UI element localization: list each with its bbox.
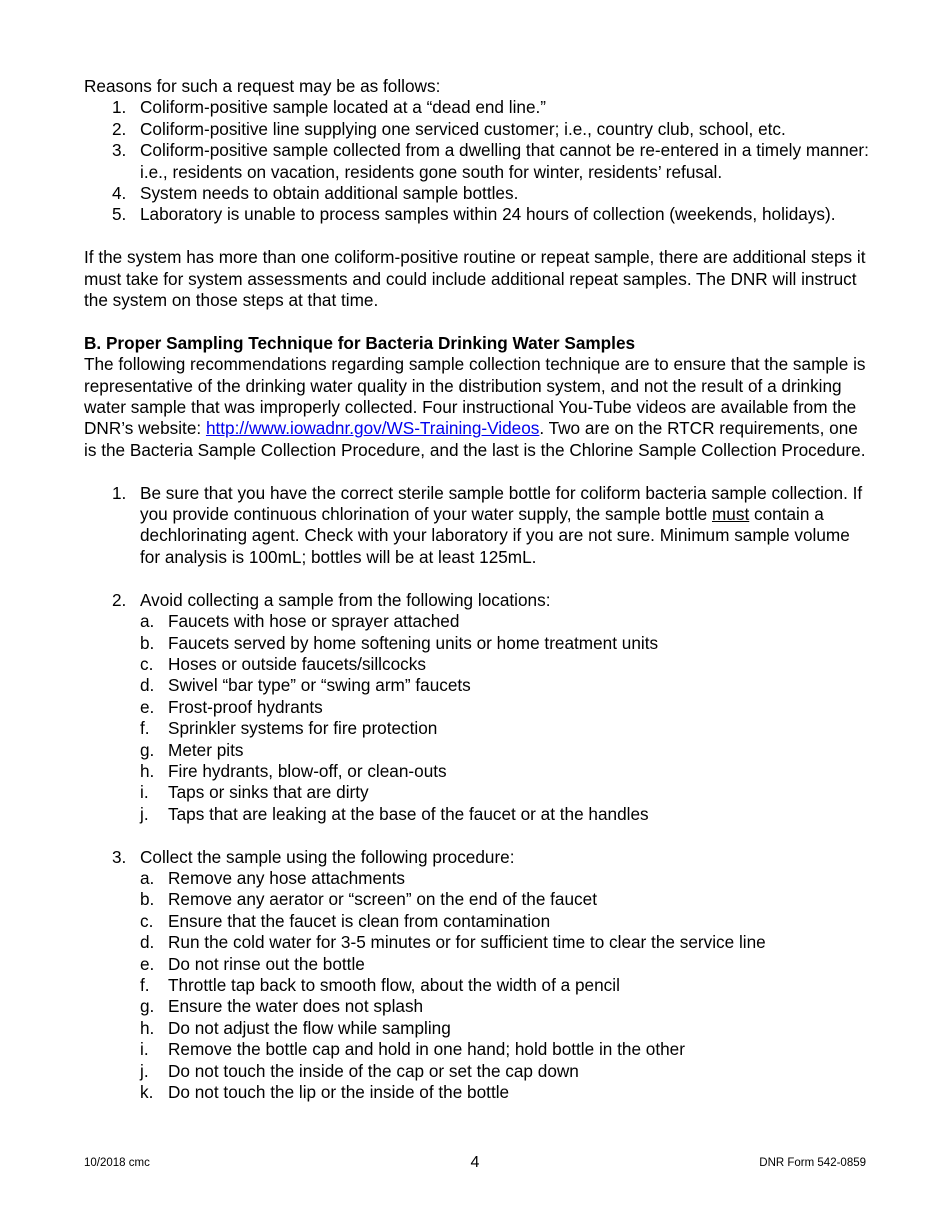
sub-item-text: Ensure the water does not splash: [168, 996, 424, 1017]
sub-item: [140, 654, 874, 675]
emphasis-text: must: [711, 504, 750, 525]
sub-item-text: Do not adjust the flow while sampling: [168, 1017, 451, 1038]
spacer: [84, 461, 874, 482]
spacer: [84, 311, 874, 332]
sub-item-text: Remove any hose attachments: [168, 867, 405, 888]
step-text: contain a dechlorinating agent. Check with your laboratory if you are not sure. Minimum sample volume for analysis is 100mL; bottles will be at least 125mL.: [140, 504, 850, 567]
form-number: DNR Form 542-0859: [759, 1157, 866, 1169]
sub-item-text: Throttle tap back to smooth flow, about the width of a pencil: [168, 974, 620, 995]
sub-item-letter: i.: [140, 1039, 149, 1060]
list-item-text: Laboratory is unable to process samples within 24 hours of collection (weekends, holidays).: [140, 204, 836, 225]
sub-item-text: Ensure that the faucet is clean from contamination: [168, 910, 551, 931]
sub-item-letter: b.: [140, 632, 155, 653]
sub-item: [140, 1061, 874, 1082]
sub-item-text: Swivel “bar type” or “swing arm” faucets: [168, 675, 471, 696]
sub-item-text: Do not touch the inside of the cap or set the cap down: [168, 1060, 579, 1081]
step-item: [84, 590, 874, 847]
document-page: [84, 76, 874, 1103]
step-item: [84, 483, 874, 590]
sub-item-letter: i.: [140, 782, 149, 803]
step-text: Collect the sample using the following procedure:: [140, 846, 515, 867]
sub-item: [140, 633, 874, 654]
paragraph-text: . Two are on the RTCR requirements, one is the Bacteria Sample Collection Procedure, and the last is the Chlorine Sample Collection Procedure.: [84, 418, 866, 460]
step-number: 3.: [112, 846, 127, 867]
list-item-text: Coliform-positive sample located at a “dead end line.”: [140, 97, 547, 118]
sub-item-text: Remove any aerator or “screen” on the end of the faucet: [168, 889, 597, 910]
sub-item-letter: g.: [140, 996, 155, 1017]
list-item: [84, 119, 874, 140]
sub-item: [140, 611, 874, 632]
sub-item-text: Meter pits: [168, 739, 244, 760]
procedure-list: [140, 868, 874, 1103]
training-videos-link[interactable]: http://www.iowadnr.gov/WS-Training-Videos: [205, 418, 540, 439]
step-item: [84, 847, 874, 1104]
list-item-text: System needs to obtain additional sample bottles.: [140, 183, 519, 204]
sub-item: [140, 1039, 874, 1060]
sub-item: [140, 954, 874, 975]
sub-item-text: Faucets with hose or sprayer attached: [168, 611, 460, 632]
sub-item-letter: j.: [140, 803, 149, 824]
sub-item-letter: a.: [140, 611, 155, 632]
sub-item: [140, 782, 874, 803]
list-number: 1.: [112, 97, 127, 118]
sub-item-letter: b.: [140, 889, 155, 910]
list-item: [84, 97, 874, 118]
sub-item-letter: a.: [140, 867, 155, 888]
sub-item-text: Frost-proof hydrants: [168, 696, 323, 717]
sub-item-text: Sprinkler systems for fire protection: [168, 718, 438, 739]
sub-item-text: Do not rinse out the bottle: [168, 953, 365, 974]
sub-item-text: Do not touch the lip or the inside of the bottle: [168, 1082, 510, 1103]
sub-item-letter: d.: [140, 932, 155, 953]
list-number: 4.: [112, 183, 127, 204]
sub-item: [140, 868, 874, 889]
sub-item-letter: g.: [140, 739, 155, 760]
sub-item: [140, 1018, 874, 1039]
step-text: Be sure that you have the correct sterile sample bottle for coliform bacteria sample collection. If you provide continuous chlorination of your water supply, the sample bottle: [140, 482, 863, 525]
sub-item: [140, 932, 874, 953]
list-item: [84, 204, 874, 225]
sub-item-letter: e.: [140, 953, 155, 974]
avoid-locations-list: [140, 611, 874, 825]
sub-item-text: Fire hydrants, blow-off, or clean-outs: [168, 760, 447, 781]
sub-item: [140, 975, 874, 996]
list-item: [84, 183, 874, 204]
sub-item-letter: d.: [140, 675, 155, 696]
sub-item: [140, 889, 874, 910]
revision-date: 10/2018 cmc: [84, 1157, 150, 1169]
followup-paragraph: If the system has more than one coliform-positive routine or repeat sample, there are additional steps it must take for system assessments and could include additional repeat samples. The DNR will instruct the system on those steps at that time.: [84, 247, 866, 311]
sub-item-text: Taps or sinks that are dirty: [168, 782, 369, 803]
steps-list: [84, 483, 874, 1104]
intro-lead: Reasons for such a request may be as follows:: [84, 76, 441, 96]
step-number: 2.: [112, 589, 127, 610]
list-number: 2.: [112, 118, 127, 139]
list-number: 3.: [112, 140, 127, 161]
list-item-text: Coliform-positive line supplying one serviced customer; i.e., country club, school, etc.: [140, 118, 786, 139]
sub-item-letter: c.: [140, 653, 154, 674]
list-item-text: Coliform-positive sample collected from a dwelling that cannot be re-entered in a timely manner: i.e., residents on vacation, residents gone south for winter, residents’ refusal.: [140, 140, 869, 182]
sub-item-letter: e.: [140, 696, 155, 717]
sub-item-letter: f.: [140, 974, 150, 995]
list-number: 5.: [112, 204, 127, 225]
sub-item: [140, 1082, 874, 1103]
sub-item-letter: k.: [140, 1082, 154, 1103]
section-intro-paragraph: [84, 354, 874, 461]
step-number: 1.: [112, 482, 127, 503]
step-text: Avoid collecting a sample from the following locations:: [140, 589, 551, 610]
sub-item-text: Faucets served by home softening units or home treatment units: [168, 632, 659, 653]
page-number: 4: [470, 1154, 480, 1171]
sub-item-letter: j.: [140, 1060, 149, 1081]
sub-item-letter: c.: [140, 910, 154, 931]
spacer: [84, 226, 874, 247]
section-heading: B. Proper Sampling Technique for Bacteria Drinking Water Samples: [84, 332, 636, 353]
sub-item-letter: h.: [140, 1017, 155, 1038]
sub-item-text: Run the cold water for 3-5 minutes or for sufficient time to clear the service line: [168, 932, 766, 953]
sub-item: [140, 761, 874, 782]
sub-item-text: Taps that are leaking at the base of the faucet or at the handles: [168, 803, 649, 824]
sub-item-text: Remove the bottle cap and hold in one hand; hold bottle in the other: [168, 1039, 685, 1060]
page-footer: [84, 1154, 866, 1174]
sub-item-letter: h.: [140, 760, 155, 781]
sub-item: [140, 996, 874, 1017]
sub-item: [140, 740, 874, 761]
sub-item-letter: f.: [140, 718, 150, 739]
spacer: [140, 825, 874, 846]
sub-item: [140, 718, 874, 739]
sub-item-text: Hoses or outside faucets/sillcocks: [168, 653, 426, 674]
spacer: [140, 568, 874, 589]
list-item: [84, 140, 874, 183]
sub-item: [140, 697, 874, 718]
paragraph-text: The following recommendations regarding sample collection technique are to ensure that the sample is representative of the drinking water quality in the distribution system, and not the result of a drinking water sample that was improperly collected. Four instructional You-Tube videos are available from the DNR’s website:: [84, 354, 866, 439]
reasons-list: [84, 97, 874, 225]
sub-item: [140, 911, 874, 932]
sub-item: [140, 675, 874, 696]
sub-item: [140, 804, 874, 825]
